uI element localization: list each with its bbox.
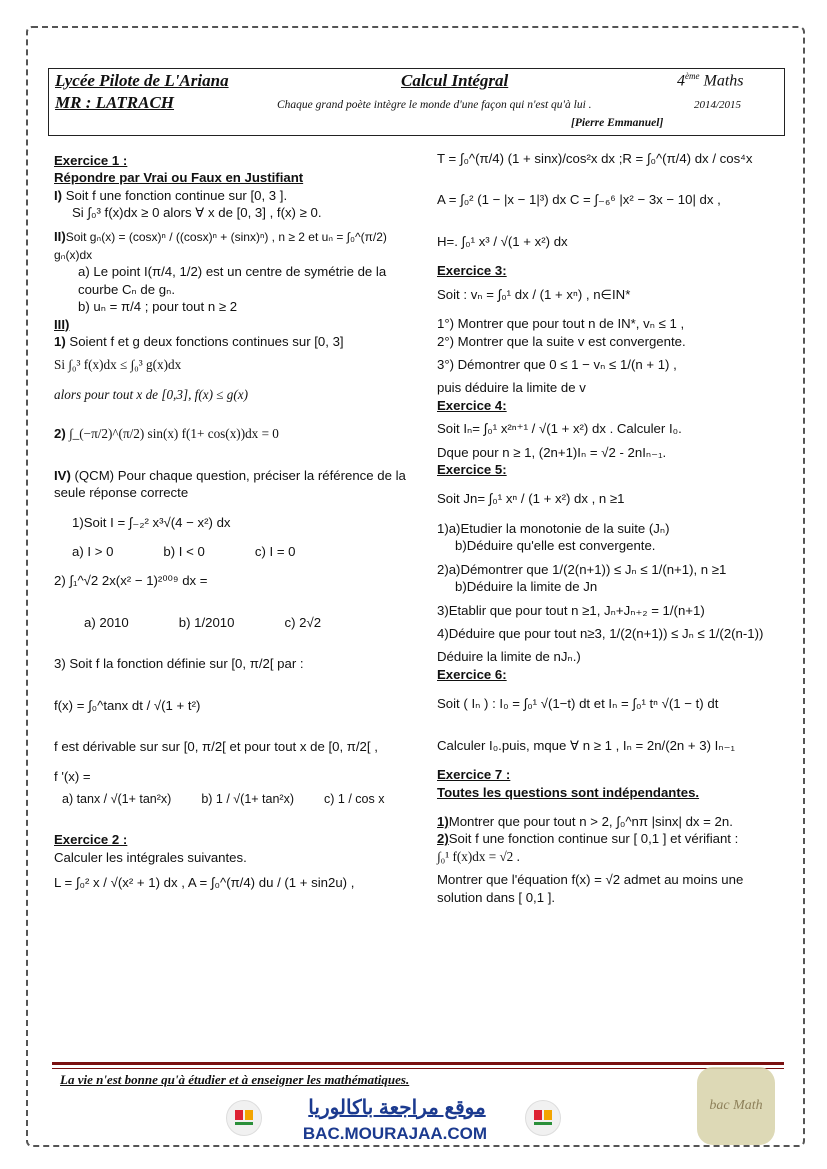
header-box xyxy=(48,68,785,136)
ex7-q2 xyxy=(437,830,782,847)
IV-text: (QCM) Pour chaque question, préciser la référence de la seule réponse correcte xyxy=(54,467,406,501)
qcm-2-a: a) 2010 xyxy=(84,614,129,630)
ex7-2-show: Montrer que l'équation f(x) = √2 admet au moins une solution dans [ 0,1 ]. xyxy=(437,872,744,905)
ex4-title: Exercice 4: xyxy=(437,397,507,413)
ex5-title: Exercice 5: xyxy=(437,462,507,478)
ex5-4b: Déduire la limite de nJₙ.) xyxy=(437,649,581,665)
ex5-4: 4)Déduire que pour tout n≥3, 1/(2(n+1)) ≤ Jₙ ≤ 1/(2(n-1)) xyxy=(437,626,764,642)
teacher-name: MR : LATRACH xyxy=(55,93,175,112)
ex5-def: Soit Jn= ∫₀¹ xⁿ / (1 + x²) dx , n ≥1 xyxy=(437,491,625,507)
ex7-q1 xyxy=(437,813,782,830)
ex3-q1: 1°) Montrer que pour tout n de IN*, vₙ ≤ 1 , xyxy=(437,316,685,332)
ex7-subtitle: Toutes les questions sont indépendantes. xyxy=(437,784,700,800)
ex7-1-label: 1) xyxy=(437,813,449,829)
I-text: Soit f une fonction continue sur [0, 3 ]. xyxy=(62,187,288,203)
class-num: 4 xyxy=(677,72,685,90)
ex5-2b: b)Déduire la limite de Jn xyxy=(455,579,598,595)
right-column xyxy=(437,150,782,906)
qcm-2-choices xyxy=(54,614,416,631)
ex1-II-b: b) uₙ = π/4 ; pour tout n ≥ 2 xyxy=(78,299,238,315)
ex3-q3b: puis déduire la limite de v xyxy=(437,380,586,396)
ex1-subtitle: Répondre par Vrai ou Faux en Justifiant xyxy=(54,170,304,186)
footer-motto: La vie n'est bonne qu'à étudier et à enseigner les mathématiques. xyxy=(60,1072,410,1087)
ex4-relation: Dque pour n ≥ 1, (2n+1)Iₙ = √2 - 2nIₙ₋₁. xyxy=(437,444,667,460)
ex1-III-1-then: alors pour tout x de [0,3], f(x) ≤ g(x) xyxy=(54,386,249,402)
ex2-A-C: A = ∫₀² (1 − |x − 1|³) dx C = ∫₋₆⁶ |x² − 3x − 10| dx , xyxy=(437,192,721,208)
III-2-text: ∫_(−π/2)^(π/2) sin(x) f(1+ cos(x))dx = 0 xyxy=(65,426,279,442)
ex2-text: Calculer les intégrales suivantes. xyxy=(54,849,247,865)
qcm-3-choices xyxy=(54,791,416,808)
ex7-2-label: 2) xyxy=(437,831,449,847)
qcm-3-a: a) tanx / √(1+ tan²x) xyxy=(62,791,172,806)
qcm-3-fprime: f '(x) = xyxy=(54,768,91,784)
qcm-3: 3) Soit f la fonction définie sur [0, π/2[ par : xyxy=(54,656,304,672)
book-logo-left xyxy=(226,1100,262,1136)
ex1-II-a: a) Le point I(π/4, 1/2) est un centre de symétrie de la courbe Cₙ de gₙ. xyxy=(78,264,387,297)
site-name-arabic[interactable]: موقع مراجعة باكالوريا xyxy=(308,1097,486,1119)
qcm-2-b: b) 1/2010 xyxy=(178,614,235,630)
ex7-title: Exercice 7 : xyxy=(437,767,511,783)
footer-rule-thin xyxy=(52,1068,784,1069)
ex1-II xyxy=(54,228,416,264)
footer-rule xyxy=(52,1062,784,1065)
ex3-title: Exercice 3: xyxy=(437,263,507,279)
qcm-1-c: c) I = 0 xyxy=(254,543,296,559)
qcm-1: 1)Soit I = ∫₋₂² x³√(4 − x²) dx xyxy=(72,514,231,530)
school-year: 2014/2015 xyxy=(694,99,742,111)
qcm-2-c: c) 2√2 xyxy=(284,614,322,630)
ex3-q3: 3°) Démontrer que 0 ≤ 1 − vₙ ≤ 1/(n + 1) , xyxy=(437,356,677,372)
bac-math-badge: bac Math xyxy=(697,1067,775,1145)
book-logo-right xyxy=(525,1100,561,1136)
ex5-1b: b)Déduire qu'elle est convergente. xyxy=(455,538,656,554)
III-label: III) xyxy=(54,316,70,332)
quote-author: [Pierre Emmanuel] xyxy=(571,117,664,129)
ex5-2a: 2)a)Démontrer que 1/(2(n+1)) ≤ Jₙ ≤ 1/(n+1), n ≥1 xyxy=(437,561,727,577)
qcm-1-a: a) I > 0 xyxy=(72,543,114,559)
quote: Chaque grand poète intègre le monde d'une façon qui n'est qu'à lui . xyxy=(277,99,592,111)
ex6-calc: Calculer I₀.puis, mque ∀ n ≥ 1 , Iₙ = 2n/(2n + 3) Iₙ₋₁ xyxy=(437,737,736,753)
class-sup: ème xyxy=(685,71,700,81)
qcm-3-c: c) 1 / cos x xyxy=(324,791,385,806)
ex5-3: 3)Etablir que pour tout n ≥1, Jₙ+Jₙ₊₂ = 1/(n+1) xyxy=(437,602,705,618)
ex6-title: Exercice 6: xyxy=(437,666,507,682)
ex2-integrals: L = ∫₀² x / √(x² + 1) dx , A = ∫₀^(π/4) du / (1 + sin2u) , xyxy=(54,875,355,891)
ex6-def: Soit ( Iₙ ) : I₀ = ∫₀¹ √(1−t) dt et Iₙ = ∫₀¹ tⁿ √(1 − t) dt xyxy=(437,696,719,712)
II-label: II) xyxy=(54,228,66,244)
ex1-I-condition: Si ∫₀³ f(x)dx ≥ 0 alors ∀ x de [0, 3] , f(x) ≥ 0. xyxy=(72,205,322,221)
school-name: Lycée Pilote de L'Ariana xyxy=(55,71,229,90)
qcm-2: 2) ∫₁^√2 2x(x² − 1)²⁰⁰⁹ dx = xyxy=(54,573,208,589)
ex5-1a: 1)a)Etudier la monotonie de la suite (Jₙ) xyxy=(437,520,670,536)
doc-title: Calcul Intégral xyxy=(401,71,509,90)
ex2-T-R: T = ∫₀^(π/4) (1 + sinx)/cos²x dx ;R = ∫₀^(π/4) dx / cos⁴x xyxy=(437,151,753,166)
qcm-1-choices xyxy=(54,543,416,560)
IV-label: IV) xyxy=(54,467,71,483)
class-name: Maths xyxy=(703,72,744,90)
II-text: Soit gₙ(x) = (cosx)ⁿ / ((cosx)ⁿ + (sinx)ⁿ) , n ≥ 2 et uₙ = ∫₀^(π/2) gₙ(x)dx xyxy=(54,229,387,262)
III-1-label: 1) xyxy=(54,334,66,350)
qcm-3-b: b) 1 / √(1+ tan²x) xyxy=(201,791,295,806)
ex1-III-2 xyxy=(54,425,416,442)
qcm-3-f: f(x) = ∫₀^tanx dt / √(1 + t²) xyxy=(54,697,201,713)
qcm-1-b: b) I < 0 xyxy=(163,543,205,559)
ex3-q2: 2°) Montrer que la suite v est convergente. xyxy=(437,333,686,349)
ex7-2-integral: ∫₀¹ f(x)dx = √2 . xyxy=(437,848,520,864)
ex2-H: H=. ∫₀¹ x³ / √(1 + x²) dx xyxy=(437,233,568,249)
ex7-1-text: Montrer que pour tout n > 2, ∫₀^nπ |sinx| dx = 2n. xyxy=(448,813,733,829)
ex1-III-1-if: Si ∫₀³ f(x)dx ≤ ∫₀³ g(x)dx xyxy=(54,357,182,373)
ex1-III-1 xyxy=(54,333,416,350)
left-column xyxy=(54,152,416,892)
ex2-title: Exercice 2 : xyxy=(54,832,128,848)
III-1-text: Soient f et g deux fonctions continues sur [0, 3] xyxy=(65,334,344,350)
I-label: I) xyxy=(54,187,63,203)
ex7-2-text: Soit f une fonction continue sur [ 0,1 ] et vérifiant : xyxy=(448,831,739,847)
qcm-3-derivable: f est dérivable sur sur [0, π/2[ et pour tout x de [0, π/2[ , xyxy=(54,739,378,755)
site-url[interactable]: BAC.MOURAJAA.COM xyxy=(302,1124,488,1143)
ex1-title: Exercice 1 : xyxy=(54,153,128,168)
ex1-IV xyxy=(54,467,416,502)
class-level xyxy=(677,71,744,90)
ex1-I xyxy=(54,187,416,204)
III-2-label: 2) xyxy=(54,426,66,442)
ex3-def: Soit : vₙ = ∫₀¹ dx / (1 + xⁿ) , n∈IN* xyxy=(437,286,631,302)
ex4-def: Soit Iₙ= ∫₀¹ x²ⁿ⁺¹ / √(1 + x²) dx . Calculer I₀. xyxy=(437,421,682,437)
